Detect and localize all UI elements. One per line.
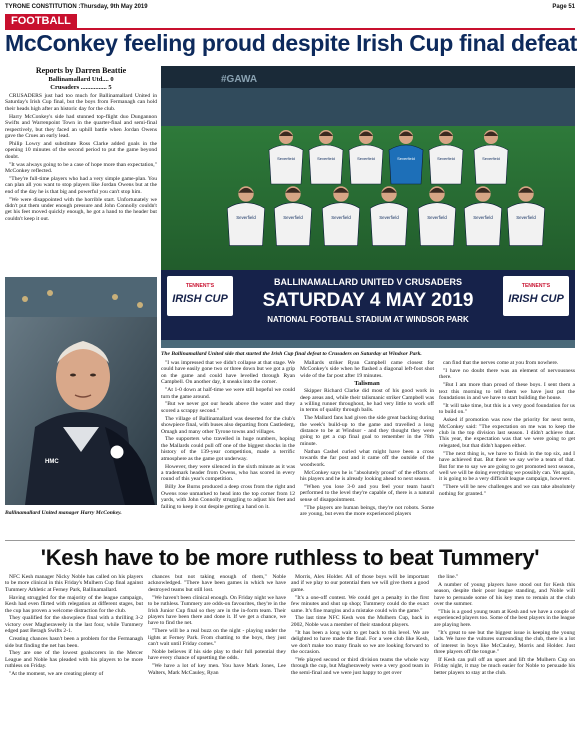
shirt-sponsor: Severfield	[397, 156, 415, 161]
paragraph: "It's a one-off contest. We could get a penalty in the first few minutes and shut up shop; Tummery could do the exact same. It's fine margins and a mistake could win the game."	[291, 594, 429, 614]
story1-column-2	[161, 360, 295, 511]
paragraph: "The players are human beings, they're not robots. Some are young, but even the more experienced players	[300, 504, 434, 517]
paragraph: "It was always going to be a case of hope more than expectation," McConkey reflected.	[5, 161, 157, 174]
story2-column-2	[148, 574, 286, 678]
paragraph: "This is a good young team at Kesh and we have a couple of experienced players too. Some of the best players in the league are playing here.	[434, 609, 575, 628]
paragraph: They are one of the lowest goalscorers in the Mercer League and Noble has pleaded with his players to be more ruthless on Friday.	[5, 650, 143, 670]
team-photo-illustration	[161, 66, 575, 348]
paragraph: "When you lose 3-0 and you feel your team hasn't performed to the level they're capable of, there is a natural sense of disappointment.	[300, 483, 434, 503]
paragraph: McConkey says he is "absolutely proud" of the efforts of his players and he is already looking ahead to next season.	[300, 469, 434, 482]
paragraph: "At the moment, we are creating plenty of	[9, 671, 104, 678]
paragraph: A number of young players have stood out for Kesh this season, despite their poor league standing, and Noble will have to persuade some of his key men to remain at the club over the summer.	[434, 581, 575, 608]
shirt-sponsor: Severfield	[283, 215, 303, 221]
main-headline: McConkey feeling proud despite Irish Cup final defeat	[5, 30, 577, 56]
section-rule	[5, 14, 575, 30]
shirt-sponsor: Severfield	[482, 156, 500, 161]
paragraph: "At 1-0 down at half-time we were still hopeful we could turn the game around.	[161, 387, 295, 400]
paragraph: Morris, Alex Holder. All of those boys will be important and if we play to our potential then we will give them a good game.	[291, 574, 429, 593]
paragraph: "We played second or third division teams the whole way through the cup, but Magheraveely were a very good team in the semi-final and we were just happy to get over	[291, 656, 429, 676]
paragraph: "They're full-time players who had a very simple game-plan. You can plan all you want to stop players like Jordan Owens but at the end of the day he is that big and powerful you can't stop him.	[5, 175, 157, 195]
shirt-sponsor: Severfield	[379, 215, 399, 221]
banner-brand-left: TENNENT'S	[185, 283, 215, 289]
banner-cup-left: IRISH CUP	[172, 293, 228, 305]
paragraph: "It's great to see but the biggest issue is keeping the young lads. We have the vultures surrounding the club, there is a lot of interest in boys like McCauley, Morris and Holder. Just three players off the tongue."	[434, 629, 575, 655]
story2-column-1	[5, 574, 143, 679]
paragraph: The Mallard fans had given the side great backing during the week's build-up to the game and travelled a long distance to be at Windsor - and they thought they were going to get a cup final goal to remember in the 78th minute.	[300, 415, 434, 447]
paragraph: "I was impressed that we didn't collapse at that stage. We could have easily gone two or three down but we got a grip on the game and could have levelled through Ryan Campbell. On another day, it sneaks into the corner.	[161, 360, 295, 386]
shirt-sponsor: Severfield	[277, 156, 295, 161]
subhead-talisman: Talisman	[354, 379, 380, 387]
page-header: TYRONE CONSTITUTION :Thursday, 9th May 2019 Page 51	[5, 4, 575, 10]
paragraph: "We haven't been clinical enough. On Friday night we have to be ruthless. Tummery are odds-on favourites, they're in the Irish Junior Cup final so they are in the in-form team. Their players have been there and done it. If we get a chance, we have to find the net.	[148, 594, 286, 627]
manager-badge-text: HMC	[45, 459, 59, 465]
result-line-2: Crusaders ................ 5	[50, 83, 112, 91]
paragraph: Harry McConkey's side had stunned top-flight duo Dungannon Swifts and Warrenpoint Town in the quarter-final and semi-final respectively, but they faced an uphill battle when Jordan Owens gave the Crues an early lead.	[5, 113, 157, 139]
paragraph: "But I am more than proud of these boys. I sent them a text this morning to tell them we have just put the foundations in and we have to start building the house.	[439, 382, 575, 402]
paragraph: can find that the nerves come at you from nowhere.	[443, 360, 559, 366]
paragraph: chances but not taking enough of them," Noble acknowledged. "There have been games in which we have destroyed teams but still lost.	[148, 574, 286, 593]
paragraph: Nathan Cashel curled what might have been a cross towards the far post and it came off the outside of the woodwork.	[300, 448, 434, 468]
story2-column-3	[291, 574, 429, 678]
shirt-sponsor: Severfield	[437, 156, 455, 161]
paragraph: Mallards striker Ryan Campbell came closest for McConkey's side when he flashed a diagonal left-foot shot wide of the far post after 19 minutes.	[300, 360, 434, 379]
manager-caption: Ballinamallard United manager Harry McConkey.	[5, 510, 122, 516]
paragraph: "It has been a long wait to get back to this level. We are delighted to have made the final. For a wee club like Kesh, we don't make too many finals so we are looking forward to the occasion.	[291, 629, 429, 655]
shirt-sponsor: Severfield	[331, 215, 351, 221]
paragraph: "It will take time, but this is a very good foundation for us to build on."	[439, 402, 575, 416]
byline: Reports by Darren Beattie	[35, 66, 127, 75]
story2-column-4	[434, 574, 575, 678]
banner-line-2: SATURDAY 4 MAY 2019	[262, 290, 474, 311]
shirt-sponsor: Severfield	[357, 156, 375, 161]
paragraph: CRUSADERS just had too much for Ballinamallard United in Saturday's Irish Cup final, but the boys from Fermanagh can hold their heads high after an historic day for the club.	[5, 93, 157, 112]
banner-brand-right: TENNENT'S	[521, 283, 551, 289]
paragraph: NFC Kesh manager Nicky Noble has called on his players to be more clinical in this Friday's Mulhern Cup final against Tummery Athletic at Ferney Park, Ballinamallard.	[5, 574, 143, 593]
paragraph: "I have no doubt there was an element of nervousness there.	[439, 367, 575, 381]
story-divider	[5, 540, 575, 541]
paragraph: Billy Joe Burns produced a deep cross from the right and Owens rose unmarked to head into the top corner from 12 yards, with John Connolly struggling to adjust his feet and failing to keep it out despite getting a hand on it.	[161, 484, 295, 510]
paragraph: "There will be new challenges and we can take absolutely nothing for granted."	[439, 484, 575, 497]
paper-name: TYRONE CONSTITUTION	[5, 4, 77, 10]
paragraph: The village of Ballinamallard was deserted for the club's showpiece final, with buses also departing from Castlederg, Omagh and many other Tyrone towns and villages.	[161, 415, 295, 435]
paragraph: "We have a lot of key men. You have Mark Jones, Lee Walters, Mark McCauley, Ryan	[148, 663, 286, 676]
paragraph: The last time NFC Kesh won the Mulhern Cup, back in 2002, Noble was a member of their standout players.	[291, 615, 429, 628]
paragraph: "The next thing is, we have to finish in the top six, and I have achieved that. But there we say we're a team of that. But for me to say we are going to get promoted next season, well we will be doing everything we possibly can. Yet again, it is going to be a very difficult league campaign, however.	[439, 450, 575, 483]
shirt-sponsor: Severfield	[427, 215, 447, 221]
manager-photo	[5, 277, 157, 505]
paragraph: They qualified for the showpiece final with a thrilling 3-2 victory over Magheraveely in the last four, while Tummery edged past Beragh Swifts 2-1.	[5, 615, 143, 635]
paragraph: If Kesh can pull off an upset and lift the Mulhern Cup on Friday night, it may be much easier for Noble to persuade his better players to stay at the club.	[434, 656, 575, 676]
second-headline: 'Kesh have to be more ruthless to beat Tummery'	[40, 545, 540, 570]
shirt-sponsor: Severfield	[236, 215, 256, 221]
issue-date: Thursday, 9th May 2019	[80, 4, 148, 10]
paragraph: Having struggled for the majority of the league campaign, Kesh had even flirted with relegation at different stages, but the cup has proven a welcome distraction for the club.	[5, 594, 143, 614]
team-caption: The Ballinamallard United side that started the Irish Cup final defeat to Crusaders on Saturday at Windsor Park.	[161, 351, 422, 357]
paragraph: Philip Lowry and substitute Ross Clarke added goals in the opening 10 minutes of the second period to put the game beyond doubt.	[5, 140, 157, 160]
paragraph: Creating chances hasn't been a problem for the Fermanagh side but finding the net has been.	[5, 636, 143, 649]
paragraph: "There will be a real buzz on the night - playing under the lights at Ferney Park. From chatting to the boys, they just can't wait until Friday comes."	[148, 628, 286, 648]
paragraph: Skipper Richard Clarke did most of his good work in deep areas and, while their talismanic striker Campbell was a willing runner throughout, he had very little to work off in terms of quality through balls.	[300, 388, 434, 414]
page-number: Page 51	[552, 4, 575, 10]
result-line-1: Ballinamallard Utd.... 0	[48, 76, 114, 83]
team-photo	[161, 66, 575, 348]
story1-column-1	[5, 66, 157, 224]
paragraph: Asked if promotion was now the priority for next term, McConkey said: "The expectation on me was to keep the club in the top division last season. I didn't achieve that. This year, the expectation was that we were going to get relegated, but that didn't happen either.	[439, 417, 575, 449]
paragraph: "But we never got our heads above the water and they scored a scrappy second."	[161, 401, 295, 414]
banner-cup-right: IRISH CUP	[508, 293, 564, 305]
story1-column-3	[300, 360, 434, 519]
paragraph: However, they were silenced in the sixth minute as it was a trademark header from Owens, who has scored in every round of this year's competition.	[161, 463, 295, 483]
stand-text: #GAWA	[221, 74, 258, 85]
banner-line-1: BALLINAMALLARD UNITED V CRUSADERS	[274, 277, 462, 287]
shirt-sponsor: Severfield	[317, 156, 335, 161]
section-label: FOOTBALL	[5, 14, 77, 28]
manager-photo-illustration	[5, 277, 157, 505]
paragraph: "We were disappointed with the horrible start. Unfortunately we didn't put them under enough pressure and John Connolly couldn't get his feet moved quickly enough, he got a hand to the header but couldn't keep it out.	[5, 196, 157, 222]
shirt-sponsor: Severfield	[473, 215, 493, 221]
paragraph: the line."	[438, 574, 459, 580]
paragraph: Noble believes if his side play to their full potential they have every chance of upsetting the odds.	[148, 648, 286, 662]
story1-column-4	[439, 360, 575, 499]
shirt-sponsor: Severfield	[516, 215, 536, 221]
banner-line-3: NATIONAL FOOTBALL STADIUM AT WINDSOR PARK	[267, 315, 469, 324]
paragraph: The supporters who travelled in huge numbers, hoping the Mallards could pull off one of the biggest shocks in the history of the 139-year competition, made a terrific atmosphere as the game got underway.	[161, 436, 295, 462]
